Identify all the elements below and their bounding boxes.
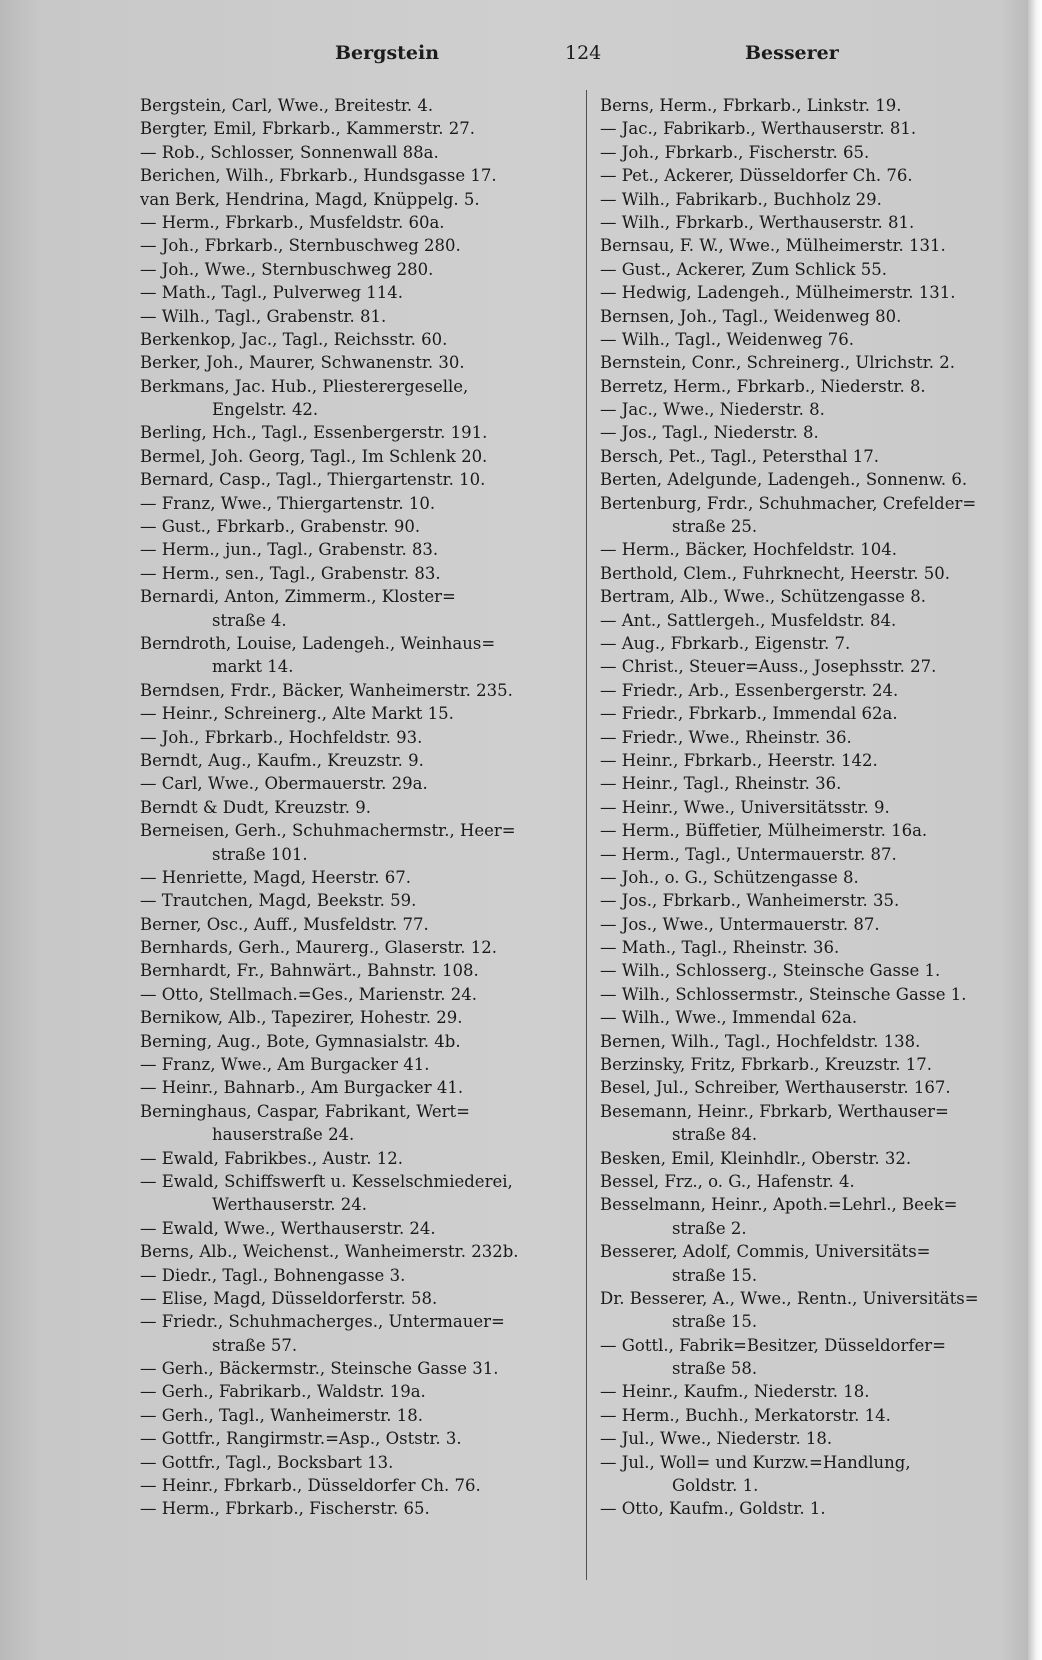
directory-entry: — Franz, Wwe., Am Burgacker 41.	[140, 1055, 430, 1075]
directory-entry: — Math., Tagl., Pulverweg 114.	[140, 283, 404, 303]
directory-entry: — Elise, Magd, Düsseldorferstr. 58.	[140, 1288, 438, 1308]
directory-entry: — Herm., Fbrkarb., Fischerstr. 65.	[140, 1499, 430, 1519]
directory-entry: Besselmann, Heinr., Apoth.=Lehrl., Beek=	[600, 1195, 958, 1215]
directory-entry: — Ewald, Schiffswerft u. Kesselschmiederei,	[140, 1171, 513, 1191]
directory-entry: — Friedr., Fbrkarb., Immendal 62a.	[600, 704, 898, 724]
directory-entry: — Joh., Wwe., Sternbuschweg 280.	[140, 259, 434, 279]
directory-entry: Bernikow, Alb., Tapezirer, Hohestr. 29.	[140, 1008, 463, 1028]
directory-entry: — Gerh., Bäckermstr., Steinsche Gasse 31.	[140, 1359, 499, 1379]
entry-continuation: straße 2.	[672, 1218, 747, 1238]
directory-entry: Besemann, Heinr., Fbrkarb, Werthauser=	[600, 1101, 949, 1121]
directory-entry: — Trautchen, Magd, Beekstr. 59.	[140, 891, 417, 911]
directory-entry: — Jos., Wwe., Untermauerstr. 87.	[600, 914, 880, 934]
entry-continuation: hauserstraße 24.	[212, 1125, 355, 1145]
directory-entry: — Joh., o. G., Schützengasse 8.	[600, 867, 859, 887]
directory-entry: — Wilh., Schlossermstr., Steinsche Gasse 1.	[600, 984, 967, 1004]
directory-entry: — Herm., jun., Tagl., Grabenstr. 83.	[140, 540, 439, 560]
directory-entry: Bernen, Wilh., Tagl., Hochfeldstr. 138.	[600, 1031, 921, 1051]
directory-entry: — Henriette, Magd, Heerstr. 67.	[140, 867, 412, 887]
entry-continuation: straße 4.	[212, 610, 287, 630]
right-column	[600, 94, 1030, 1521]
entry-continuation: straße 15.	[672, 1312, 758, 1332]
directory-entry: — Wilh., Schlosserg., Steinsche Gasse 1.	[600, 961, 941, 981]
directory-entry: Berkmans, Jac. Hub., Pliesterergeselle,	[140, 376, 469, 396]
entry-continuation: straße 101.	[212, 844, 308, 864]
directory-entry: — Ant., Sattlergeh., Musfeldstr. 84.	[600, 610, 897, 630]
directory-entry: Berndroth, Louise, Ladengeh., Weinhaus=	[140, 633, 496, 653]
directory-entry: — Wilh., Wwe., Immendal 62a.	[600, 1008, 858, 1028]
directory-entry: Bersch, Pet., Tagl., Petersthal 17.	[600, 446, 879, 466]
directory-entry: — Herm., Fbrkarb., Musfeldstr. 60a.	[140, 212, 445, 232]
directory-entry: — Heinr., Bahnarb., Am Burgacker 41.	[140, 1078, 464, 1098]
directory-entry: — Gottfr., Tagl., Bocksbart 13.	[140, 1452, 394, 1472]
page-edge	[1028, 0, 1042, 1660]
directory-entry: — Math., Tagl., Rheinstr. 36.	[600, 938, 840, 958]
directory-entry: — Wilh., Tagl., Grabenstr. 81.	[140, 306, 387, 326]
directory-entry: — Heinr., Kaufm., Niederstr. 18.	[600, 1382, 870, 1402]
directory-entry: — Joh., Fbrkarb., Fischerstr. 65.	[600, 142, 870, 162]
directory-entry: — Gottfr., Rangirmstr.=Asp., Oststr. 3.	[140, 1429, 462, 1449]
directory-entry: — Jos., Fbrkarb., Wanheimerstr. 35.	[600, 891, 900, 911]
directory-entry: Berneisen, Gerh., Schuhmachermstr., Heer=	[140, 821, 516, 841]
directory-entry: Berzinsky, Fritz, Fbrkarb., Kreuzstr. 17.	[600, 1055, 933, 1075]
page-header	[140, 42, 1020, 78]
directory-entry: Berker, Joh., Maurer, Schwanenstr. 30.	[140, 353, 465, 373]
directory-entry: Bergstein, Carl, Wwe., Breitestr. 4.	[140, 96, 434, 115]
entry-continuation: straße 15.	[672, 1265, 758, 1285]
directory-entry: — Heinr., Wwe., Universitätsstr. 9.	[600, 797, 890, 817]
directory-entry: Berten, Adelgunde, Ladengeh., Sonnenw. 6.	[600, 470, 968, 490]
directory-entry: Bernhardt, Fr., Bahnwärt., Bahnstr. 108.	[140, 961, 479, 981]
directory-entry: — Friedr., Wwe., Rheinstr. 36.	[600, 727, 852, 747]
directory-entry: Bernstein, Conr., Schreinerg., Ulrichstr. 2.	[600, 353, 955, 373]
entry-continuation: markt 14.	[212, 657, 294, 677]
directory-entry: — Pet., Ackerer, Düsseldorfer Ch. 76.	[600, 166, 913, 186]
directory-entry: Berning, Aug., Bote, Gymnasialstr. 4b.	[140, 1031, 461, 1051]
directory-entry: Bernhards, Gerh., Maurerg., Glaserstr. 12.	[140, 938, 497, 958]
directory-entry: — Gust., Ackerer, Zum Schlick 55.	[600, 259, 887, 279]
directory-entry: — Wilh., Fabrikarb., Buchholz 29.	[600, 189, 882, 209]
directory-entry: Bessel, Frz., o. G., Hafenstr. 4.	[600, 1171, 855, 1191]
directory-entry: Berndt & Dudt, Kreuzstr. 9.	[140, 797, 372, 817]
directory-entry: Berretz, Herm., Fbrkarb., Niederstr. 8.	[600, 376, 926, 396]
directory-entry: — Heinr., Fbrkarb., Düsseldorfer Ch. 76.	[140, 1476, 481, 1496]
directory-entry: Berndsen, Frdr., Bäcker, Wanheimerstr. 235.	[140, 680, 513, 700]
page-number: 124	[565, 42, 602, 64]
left-column	[140, 94, 570, 1521]
directory-entry: Berns, Herm., Fbrkarb., Linkstr. 19.	[600, 96, 902, 115]
directory-entry: — Wilh., Tagl., Weidenweg 76.	[600, 329, 855, 349]
directory-entry: — Heinr., Schreinerg., Alte Markt 15.	[140, 704, 454, 724]
directory-entry: Besserer, Adolf, Commis, Universitäts=	[600, 1242, 931, 1262]
directory-entry: — Friedr., Arb., Essenbergerstr. 24.	[600, 680, 899, 700]
directory-entry: Berichen, Wilh., Fbrkarb., Hundsgasse 17.	[140, 166, 497, 186]
directory-entry: — Otto, Kaufm., Goldstr. 1.	[600, 1499, 826, 1519]
directory-entry: Bernsen, Joh., Tagl., Weidenweg 80.	[600, 306, 902, 326]
directory-entry: — Herm., Tagl., Untermauerstr. 87.	[600, 844, 897, 864]
directory-entry: Berner, Osc., Auff., Musfeldstr. 77.	[140, 914, 429, 934]
directory-entry: Berns, Alb., Weichenst., Wanheimerstr. 232b.	[140, 1242, 519, 1262]
directory-entry: — Heinr., Tagl., Rheinstr. 36.	[600, 774, 842, 794]
directory-entry: Bermel, Joh. Georg, Tagl., Im Schlenk 20.	[140, 446, 488, 466]
directory-entry: Berkenkop, Jac., Tagl., Reichsstr. 60.	[140, 329, 448, 349]
directory-entry: — Aug., Fbrkarb., Eigenstr. 7.	[600, 633, 851, 653]
directory-entry: Bertenburg, Frdr., Schuhmacher, Crefelder=	[600, 493, 977, 513]
directory-entry: Bertram, Alb., Wwe., Schützengasse 8.	[600, 587, 926, 607]
directory-entry: Besel, Jul., Schreiber, Werthauserstr. 167.	[600, 1078, 951, 1098]
directory-entry: Berndt, Aug., Kaufm., Kreuzstr. 9.	[140, 750, 424, 770]
directory-entry: — Ewald, Fabrikbes., Austr. 12.	[140, 1148, 403, 1168]
directory-entry: — Herm., sen., Tagl., Grabenstr. 83.	[140, 563, 441, 583]
directory-entry: — Herm., Bäcker, Hochfeldstr. 104.	[600, 540, 897, 560]
directory-entry: — Jac., Fabrikarb., Werthauserstr. 81.	[600, 119, 917, 139]
directory-entry: Bernardi, Anton, Zimmerm., Kloster=	[140, 587, 456, 607]
directory-entry: — Otto, Stellmach.=Ges., Marienstr. 24.	[140, 984, 477, 1004]
directory-entry: — Jac., Wwe., Niederstr. 8.	[600, 400, 825, 420]
directory-entry: van Berk, Hendrina, Magd, Knüppelg. 5.	[140, 189, 480, 209]
directory-entry: — Carl, Wwe., Obermauerstr. 29a.	[140, 774, 428, 794]
directory-entry: — Jul., Woll= und Kurzw.=Handlung,	[600, 1452, 911, 1472]
directory-entry: — Wilh., Fbrkarb., Werthauserstr. 81.	[600, 212, 915, 232]
directory-entry: — Diedr., Tagl., Bohnengasse 3.	[140, 1265, 406, 1285]
directory-entry: — Franz, Wwe., Thiergartenstr. 10.	[140, 493, 436, 513]
directory-entry: — Ewald, Wwe., Werthauserstr. 24.	[140, 1218, 436, 1238]
directory-entry: — Rob., Schlosser, Sonnenwall 88a.	[140, 142, 439, 162]
directory-entry: — Joh., Fbrkarb., Sternbuschweg 280.	[140, 236, 461, 256]
directory-entry: Bergter, Emil, Fbrkarb., Kammerstr. 27.	[140, 119, 475, 139]
column-divider	[586, 90, 587, 1580]
directory-entry: — Jos., Tagl., Niederstr. 8.	[600, 423, 819, 443]
directory-entry: Besken, Emil, Kleinhdlr., Oberstr. 32.	[600, 1148, 912, 1168]
directory-entry: — Gerh., Tagl., Wanheimerstr. 18.	[140, 1405, 423, 1425]
directory-entry: — Gottl., Fabrik=Besitzer, Düsseldorfer=	[600, 1335, 946, 1355]
directory-entry: — Hedwig, Ladengeh., Mülheimerstr. 131.	[600, 283, 956, 303]
entry-continuation: straße 58.	[672, 1359, 758, 1379]
directory-entry: — Herm., Buchh., Merkatorstr. 14.	[600, 1405, 891, 1425]
directory-entry: — Christ., Steuer=Auss., Josephsstr. 27.	[600, 657, 937, 677]
directory-entry: Berling, Hch., Tagl., Essenbergerstr. 191.	[140, 423, 488, 443]
directory-entry: — Jul., Wwe., Niederstr. 18.	[600, 1429, 833, 1449]
directory-entry: — Joh., Fbrkarb., Hochfeldstr. 93.	[140, 727, 423, 747]
header-right-keyword: Besserer	[745, 42, 839, 64]
directory-entry: Dr. Besserer, A., Wwe., Rentn., Universitäts=	[600, 1288, 979, 1308]
directory-entry: — Gust., Fbrkarb., Grabenstr. 90.	[140, 517, 421, 537]
entry-continuation: straße 84.	[672, 1125, 758, 1145]
directory-entry: Berninghaus, Caspar, Fabrikant, Wert=	[140, 1101, 471, 1121]
directory-entry: — Friedr., Schuhmacherges., Untermauer=	[140, 1312, 505, 1332]
header-left-keyword: Bergstein	[335, 42, 440, 64]
directory-entry: — Heinr., Fbrkarb., Heerstr. 142.	[600, 750, 878, 770]
directory-entry: — Herm., Büffetier, Mülheimerstr. 16a.	[600, 821, 928, 841]
directory-entry: Bernard, Casp., Tagl., Thiergartenstr. 10.	[140, 470, 486, 490]
entry-continuation: straße 57.	[212, 1335, 298, 1355]
directory-entry: Berthold, Clem., Fuhrknecht, Heerstr. 50.	[600, 563, 951, 583]
directory-entry: Bernsau, F. W., Wwe., Mülheimerstr. 131.	[600, 236, 946, 256]
directory-entry: — Gerh., Fabrikarb., Waldstr. 19a.	[140, 1382, 426, 1402]
entry-continuation: Werthauserstr. 24.	[212, 1195, 368, 1215]
entry-continuation: straße 25.	[672, 517, 758, 537]
entry-continuation: Goldstr. 1.	[672, 1476, 759, 1496]
entry-continuation: Engelstr. 42.	[212, 400, 319, 420]
